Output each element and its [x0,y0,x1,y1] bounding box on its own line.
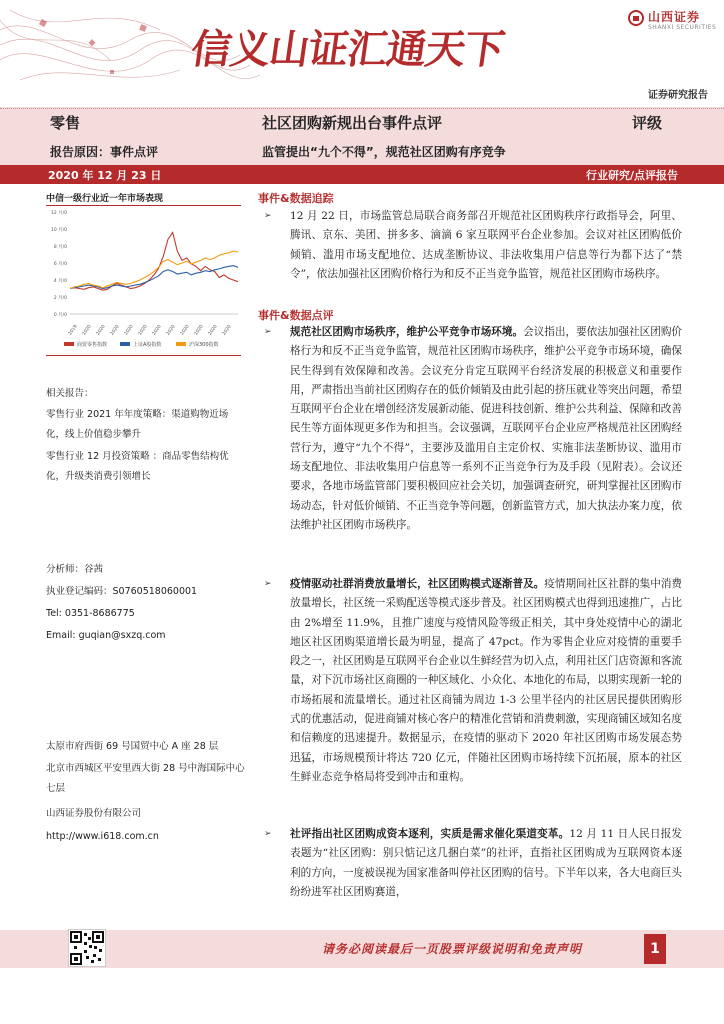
paragraph-market-order [290,323,682,535]
x-tick-label: 2020 [207,324,219,337]
y-tick-label: 4 月/0 [53,279,67,284]
report-date: 2020 年 12 月 23 日 [48,169,162,182]
y-tick-label: 0 月/0 [53,313,67,318]
x-tick-label: 2020 [193,324,205,337]
x-tick-label: 2020 [151,324,163,337]
paragraph-capital-lead: 社评指出社区团购成资本逐利，实质是需求催化渠道变革。 [290,828,570,840]
bullet-arrow-icon: ➢ [264,211,272,221]
legend-label: 商贸零售指数 [77,342,108,348]
x-tick-label: 2020 [179,324,191,337]
x-tick-label: 2020 [221,324,233,337]
report-title: 社区团购新规出台事件点评 [262,114,443,132]
header-slogan: 信义山证汇通天下 [188,26,507,73]
paragraph-capital-text: 12 月 11 日人民日报发表题为“社区团购：别只惦记这几捆白菜”的社评，直指社区团购成为互联网资本逐利的方向，一度被误视为国家准备叫停社区团购的信号。下半年以来，各大电商巨头纷纷进军社区团购赛道， [290,828,682,898]
bullet-arrow-icon: ➢ [264,829,272,839]
chart-title: 中信一级行业近一年市场表现 [46,194,164,204]
bullet-arrow-icon: ➢ [264,327,272,337]
x-tick-label: 2020 [109,324,121,337]
logo-icon [628,10,644,26]
x-tick-label: 2020 [123,324,135,337]
x-tick-label: 2020 [81,324,93,337]
disclaimer-note[interactable]: 请务必阅读最后一页股票评级说明和免责声明 [322,942,583,956]
logo-cn: 山西证券 [648,10,701,24]
y-tick-label: 2 月/0 [53,296,67,301]
license-no: 执业登记编码：S0760518060001 [46,586,198,597]
x-tick-label: 2019 [67,324,79,337]
company-name: 山西证券股份有限公司 [46,808,142,819]
legend-swatch [176,342,186,346]
paragraph-event: 12 月 22 日，市场监管总局联合商务部召开规范社区团购秩序行政指导会，阿里、腾讯、京东、美团、拼多多、滴滴 6 家互联网平台企业参加。会议对社区团购低价倾销、滥用市场支配地位、达成垄断协议、非法收集用户信息等行为都下达了“禁令”，依法加强社区团购价格行为和反不正当竞争监管，规范社区团购市场秩序。 [290,210,682,280]
logo-en: SHANXI SECURITIES [648,24,717,31]
x-tick-label: 2020 [165,324,177,337]
paragraph-capital [290,825,682,902]
email[interactable]: Email: guqian@sxzq.com [46,630,166,641]
qr-code-icon[interactable] [68,929,106,967]
paragraph-market-order-text: 会议指出，要依法加强社区团购价格行为和反不正当竞争监管，规范社区团购市场秩序，维护公平竞争市场环境，确保民生得到有效保障和改善。会议充分肯定互联网平台经济发展的积极意义和重要作用，严肃指出当前社区团购存在的低价倾销及由此引起的挤压就业等突出问题，希望互联网平台企业在增创经济发展新动能、促进科技创新、维护公共利益、保障和改善民生等方面体现更多作为和担当。会议强调，互联网平台企业应严格规范社区团购经营行为，遵守“九个不得”，主要涉及滥用自主定价权、实施非法垄断协议、滥用市场支配地位、非法收集用户信息等一系列不正当竞争行为及手段（见附表）。会议还要求，各地市场监管部门要积极回应社会关切，加强调查研究，研判掌握社区团购市场动态，针对低价倾销、不正当竞争等问题，创新监管方式，加大执法办案力度，依法维护社区团购市场秩序。 [290,326,683,531]
header-banner [0,0,610,88]
legend-label: 上证A股指数 [133,342,162,348]
section-heading-comment: 事件&数据点评 [258,309,334,322]
website[interactable]: http://www.i618.com.cn [46,831,159,842]
series-line-2 [70,251,238,288]
y-tick-label: 6 月/0 [53,262,67,267]
paragraph-pandemic-growth-text: 疫情期间社区社群的集中消费放量增长，社区统一采购配送等模式逐步普及。社区团购模式也得到迅速推广，占比由 2%增至 11.9%，且推广速度与疫情风险等级正相关，其中身处疫情中心的湖北地区社区团购渠道增长最为明显，提高了 47pct。作为零售企业应对疫情的重要手段之一，社区团购是互联网平台企业以生鲜经营为切入点，利用社区门店资源和客流量，对下沉市场社区商圈的一种区域化、小众化、本地化的布局，以期实现新一轮的市场拓展和流量增长。通过社区商铺为周边 1-3 公里半径内的社区居民提供团购形式的优惠活动，促进商铺对核心客户的精准化营销和消费刺激，实现商铺区域知名度和信赖度的迅速提升。数据显示，在疫情的驱动下 2020 年社区团购市场发展态势迅猛，市场规模预计将达 720 亿元，伴随社区团购市场持续下沉拓展，原本的社区生鲜业态竞争格局将受到冲击和重构。 [290,578,683,783]
address-taiyuan: 太原市府西街 69 号国贸中心 A 座 28 层 [46,741,219,752]
related-reports-heading: 相关报告： [46,388,94,399]
legend-swatch [64,342,74,346]
related-report-2[interactable]: 零售行业 12 月投资策略 ：商品零售结构优化，升级类消费引领增长 [46,451,229,482]
analyst-name: 分析师：谷茜 [46,564,104,575]
y-tick-label: 12 月/0 [50,211,67,216]
report-reason: 报告原因：事件点评 [50,145,159,159]
page-number: 1 [644,934,666,964]
telephone: Tel: 0351-8686775 [46,608,135,619]
series-line-0 [70,232,238,290]
y-tick-label: 10 月/0 [50,228,67,233]
paragraph-market-order-lead: 规范社区团购市场秩序，维护公平竞争市场环境。 [290,326,524,338]
report-tag: 证券研究报告 [648,90,708,101]
section-heading-tracking: 事件&数据追踪 [258,192,334,205]
bullet-arrow-icon: ➢ [264,579,272,589]
x-tick-label: 2020 [95,324,107,337]
report-subtitle: 监管提出“九个不得”，规范社区团购有序竞争 [262,145,506,159]
rating: 评级 [632,114,663,132]
paragraph-pandemic-growth [290,575,682,787]
legend-swatch [120,342,130,346]
market-performance-chart [40,206,245,352]
address-beijing: 北京市西城区平安里西大街 28 号中海国际中心七层 [46,763,245,794]
sector: 零售 [50,114,81,132]
paragraph-pandemic-growth-lead: 疫情驱动社群消费放量增长，社区团购模式逐渐普及。 [290,578,545,590]
legend-label: 沪深300指数 [189,342,219,348]
report-type: 行业研究/点评报告 [585,169,678,182]
x-tick-label: 2020 [137,324,149,337]
related-report-1[interactable]: 零售行业 2021 年年度策略：渠道购物近场化，线上价值稳步攀升 [46,409,229,440]
y-tick-label: 8 月/0 [53,245,67,250]
company-logo [624,2,720,34]
